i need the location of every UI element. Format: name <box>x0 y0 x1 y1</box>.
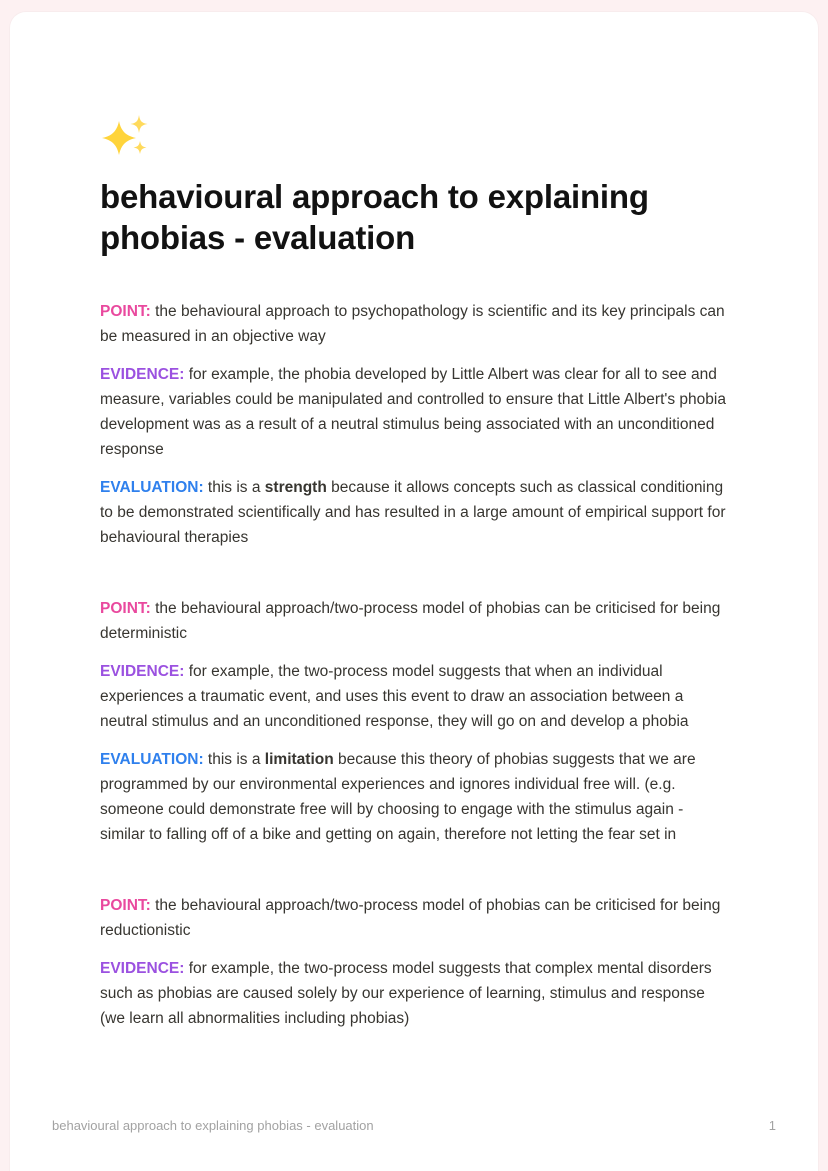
point-label: POINT: <box>100 302 151 320</box>
evaluation-label: EVALUATION: <box>100 750 204 768</box>
paragraph-text: for example, the two-process model suggests that complex mental disorders such as phobias are caused solely by our experience of learning, stimulus and response (we learn all abnormalities including phobias) <box>100 959 712 1027</box>
point-label: POINT: <box>100 896 151 914</box>
bold-keyword: strength <box>264 478 327 496</box>
paragraph-text: for example, the two-process model suggests that when an individual experiences a traumatic event, and uses this event to draw an association between a neutral stimulus and an unconditioned response, they will go on and develop a phobia <box>100 662 689 730</box>
paragraph-text: because this theory of phobias suggests that we are programmed by our environmental experiences and ignores individual free will. (e.g. someone could demonstrate free will by choosing to engage with the stimulus again - similar to falling off of a bike and getting on again, therefore not letting the fear set in <box>100 750 696 843</box>
page-number: 1 <box>768 1118 776 1133</box>
evidence-label: EVIDENCE: <box>100 365 185 383</box>
paragraph-text: this is a <box>203 478 265 496</box>
paragraph-evidence <box>100 956 728 1031</box>
paragraph-evidence <box>100 659 728 734</box>
point-label: POINT: <box>100 599 151 617</box>
paragraph-text: the behavioural approach/two-process model of phobias can be criticised for being reductionistic <box>100 896 721 939</box>
paragraph-evaluation <box>100 475 728 550</box>
document-page <box>10 12 818 1171</box>
paragraph-point <box>100 596 728 646</box>
argument-group-1 <box>100 299 728 550</box>
paragraph-point <box>100 893 728 943</box>
paragraph-text: for example, the phobia developed by Little Albert was clear for all to see and measure, variables could be manipulated and controlled to ensure that Little Albert's phobia development was as a result of a neutral stimulus being associated with an unconditioned response <box>100 365 726 458</box>
argument-group-2 <box>100 596 728 847</box>
page-content <box>10 112 818 1031</box>
paragraph-text: because it allows concepts such as classical conditioning to be demonstrated scientifically and has resulted in a large amount of empirical support for behavioural therapies <box>100 478 726 546</box>
paragraph-text: the behavioural approach/two-process model of phobias can be criticised for being deterministic <box>100 599 721 642</box>
paragraph-evaluation <box>100 747 728 847</box>
paragraph-text: the behavioural approach to psychopathology is scientific and its key principals can be measured in an objective way <box>100 302 725 345</box>
sparkles-icon <box>100 112 148 160</box>
evaluation-label: EVALUATION: <box>100 478 204 496</box>
evidence-label: EVIDENCE: <box>100 662 185 680</box>
evidence-label: EVIDENCE: <box>100 959 185 977</box>
paragraph-text: this is a <box>203 750 265 768</box>
paragraph-evidence <box>100 362 728 462</box>
paragraph-point <box>100 299 728 349</box>
page-title: behavioural approach to explaining phobias - evaluation <box>100 178 649 257</box>
bold-keyword: limitation <box>264 750 334 768</box>
argument-group-3 <box>100 893 728 1031</box>
footer-title: behavioural approach to explaining phobias - evaluation <box>52 1118 374 1133</box>
page-footer <box>52 1118 776 1133</box>
